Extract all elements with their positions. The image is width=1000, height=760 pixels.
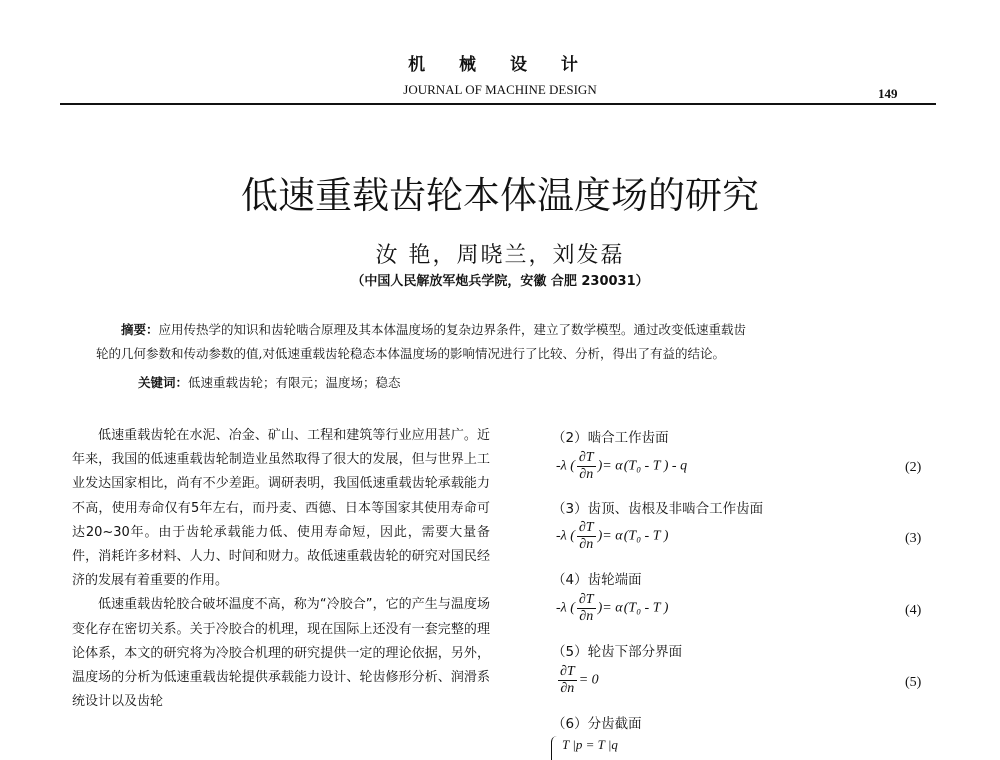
section-5-heading: （5）轮齿下部分界面: [552, 644, 683, 660]
article-title: 低速重载齿轮本体温度场的研究: [241, 174, 759, 217]
keywords-label: 关键词：: [138, 375, 189, 390]
equation-2: [556, 450, 687, 483]
abstract: [96, 318, 926, 366]
body-left-column: [72, 424, 490, 714]
eq3-frac-den: ∂n: [579, 537, 594, 552]
section-6-heading: （6）分齿截面: [552, 716, 642, 732]
eq5-frac-num: ∂T: [560, 664, 575, 679]
eq4-rhs: = α (T₀ - T ): [602, 600, 669, 616]
keywords: [138, 373, 401, 391]
eq4-lambda: -λ (: [556, 600, 575, 616]
equation-4-number: (4): [905, 603, 922, 618]
eq5-frac-den: ∂n: [560, 681, 575, 696]
article-affiliation: （中国人民解放军炮兵学院，安徽 合肥 230031）: [351, 274, 649, 289]
journal-name-en: JOURNAL OF MACHINE DESIGN: [403, 82, 597, 97]
abstract-label: 摘要：: [121, 322, 159, 337]
eq2-rhs: = α (T₀ - T ) - q: [602, 458, 688, 474]
eq2-lambda: -λ (: [556, 458, 575, 474]
equation-3: [556, 520, 668, 553]
page-number: 149: [878, 86, 898, 101]
journal-name-cn: 机 械 设 计: [408, 55, 592, 75]
eq2-frac-den: ∂n: [579, 467, 594, 482]
eq3-fraction: [577, 520, 596, 553]
equation-5-number: (5): [905, 675, 922, 690]
section-2-heading: （2）啮合工作齿面: [552, 430, 669, 446]
equation-5: [556, 664, 599, 697]
equation-6-line1: T |p = T |q: [562, 737, 618, 752]
eq2-close: ): [597, 458, 603, 474]
eq2-fraction: [577, 450, 596, 483]
piecewise-brace: [551, 736, 560, 760]
abstract-text-2: 轮的几何参数和传动参数的值,对低速重载齿轮稳态本体温度场的影响情况进行了比较、分析，得出了有益的结论。: [96, 346, 725, 361]
abstract-text-1: 应用传热学的知识和齿轮啮合原理及其本体温度场的复杂边界条件，建立了数学模型。通过改变低速重载齿: [158, 322, 747, 337]
eq4-fraction: [577, 592, 596, 625]
article-authors: 汝 艳，周晓兰，刘发磊: [375, 243, 625, 268]
eq4-close: ): [597, 600, 603, 616]
eq5-rhs: = 0: [578, 672, 599, 688]
equation-3-number: (3): [905, 531, 922, 546]
section-4-heading: （4）齿轮端面: [552, 572, 642, 588]
eq3-frac-num: ∂T: [578, 520, 594, 535]
body-paragraph-1: 低速重载齿轮在水泥、冶金、矿山、工程和建筑等行业应用甚广。近年来，我国的低速重载齿轮制造业虽然取得了很大的发展，但与世界上工业发达国家相比，尚有不少差距。调研表明，我国低速重载齿轮承载能力不高，使用寿命仅有5年左右，而丹麦、西德、日本等国家其使用寿命可达20~30年。由于齿轮承载能力低、使用寿命短，因此，需要大量备件，消耗许多材料、人力、时间和财力。故低速重载齿轮的研究对国民经济的发展有着重要的作用。: [72, 428, 490, 589]
eq3-close: ): [597, 528, 603, 544]
eq2-frac-num: ∂T: [578, 450, 594, 465]
keywords-text: 低速重载齿轮；有限元；温度场；稳态: [188, 375, 401, 390]
equation-2-number: (2): [905, 460, 922, 475]
eq4-frac-den: ∂n: [579, 609, 594, 624]
eq3-rhs: = α (T₀ - T ): [602, 528, 669, 544]
eq3-lambda: -λ (: [556, 528, 575, 544]
eq4-frac-num: ∂T: [578, 592, 594, 607]
equation-4: [556, 592, 668, 625]
header-rule: [60, 103, 936, 105]
section-3-heading: （3）齿顶、齿根及非啮合工作齿面: [552, 501, 764, 517]
eq5-fraction: [558, 664, 577, 697]
body-paragraph-2: 低速重载齿轮胶合破坏温度不高，称为“冷胶合”，它的产生与温度场变化存在密切关系。关于冷胶合的机理，现在国际上还没有一套完整的理论体系，本文的研究将为冷胶合机理的研究提供一定的理论依据，另外，温度场的分析为低速重载齿轮提供承载能力设计、轮齿修形分析、润滑系统设计以及齿轮: [72, 597, 490, 710]
